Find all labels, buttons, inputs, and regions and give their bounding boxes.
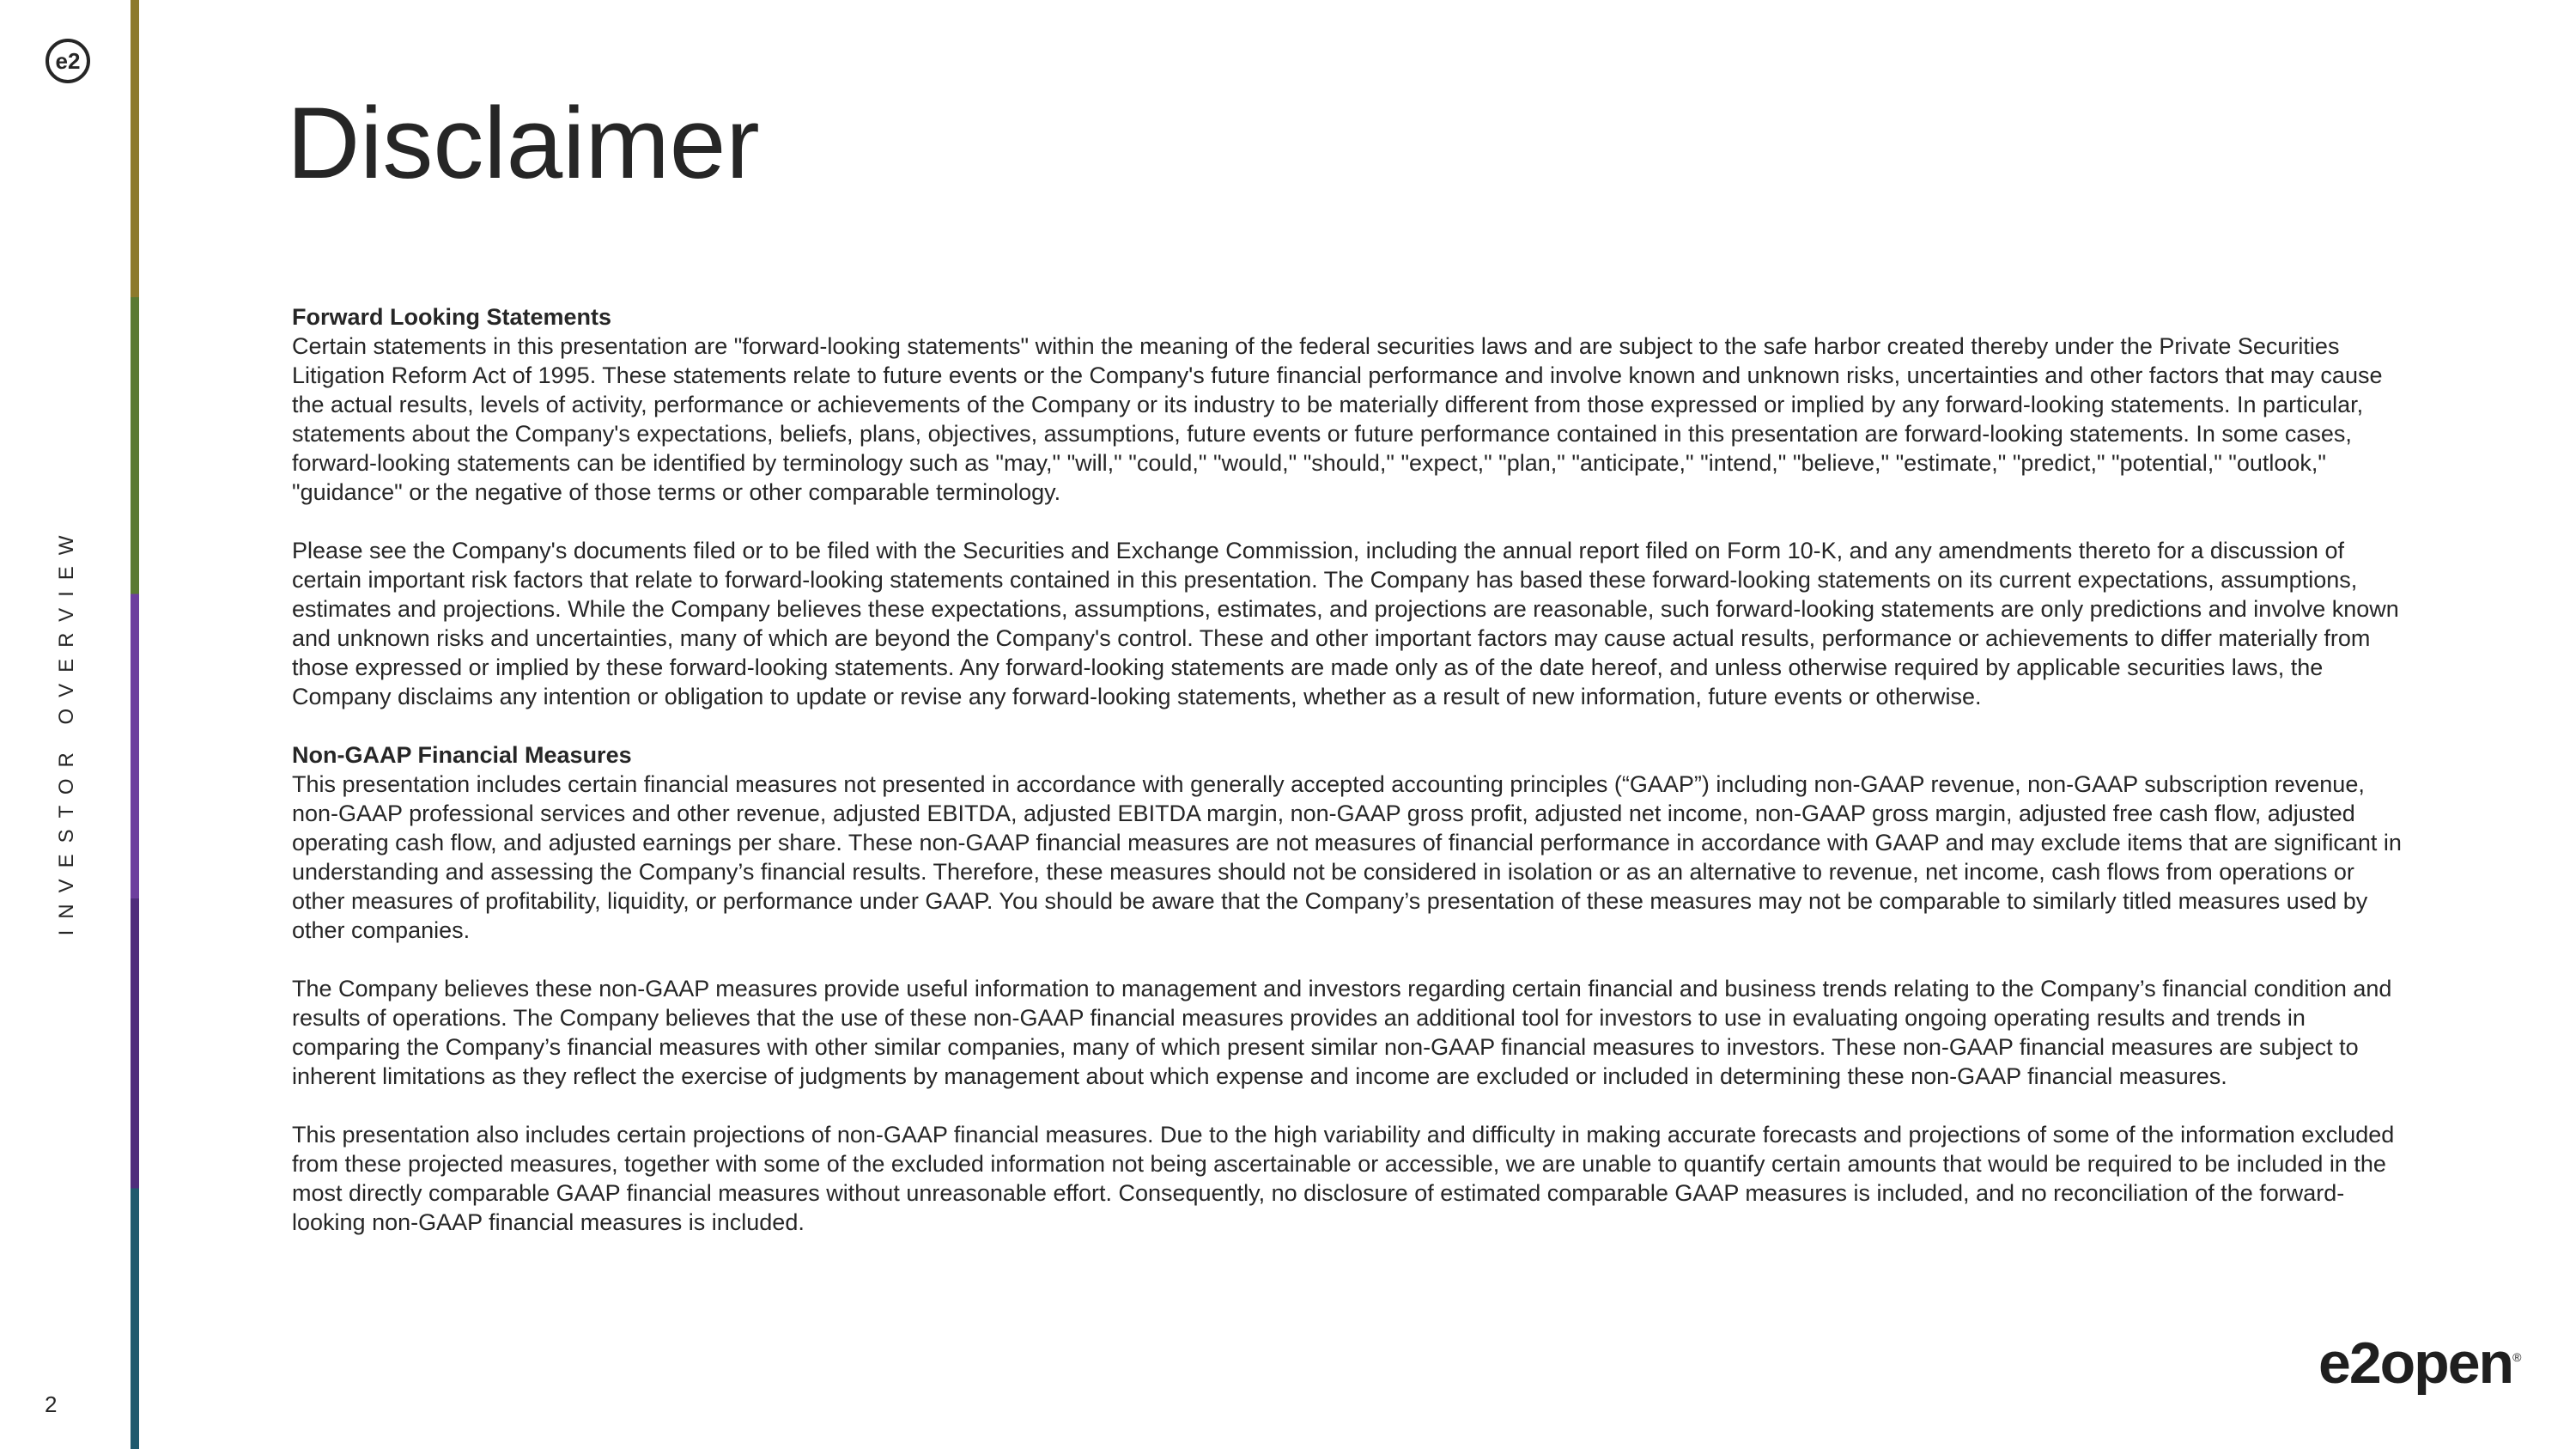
section-label: INVESTOR OVERVIEW bbox=[55, 524, 78, 936]
forward-looking-heading: Forward Looking Statements bbox=[292, 304, 612, 330]
page-number: 2 bbox=[45, 1391, 58, 1417]
forward-looking-paragraph-1: Certain statements in this presentation are "forward-looking statements" within the meaning of the federal securities laws and are subject to the safe harbor created thereby under the Private Securities Litigation Reform Act of 1995. These statements relate to future events or the Company's future financial performance and involve known and unknown risks, uncertainties and other factors that may cause the actual results, levels of activity, performance or achievements of the Company or its industry to be materially different from those expressed or implied by any forward-looking statements. In particular, statements about the Company's expectations, beliefs, plans, objectives, assumptions, future events or future performance contained in this presentation are forward-looking statements. In some cases, forward-looking statements can be identified by terminology such as "may," "will," "could," "would," "should," "expect," "plan," "anticipate," "intend," "believe," "estimate," "predict," "potential," "outlook," "guidance" or the negative of those terms or other comparable terminology. bbox=[292, 333, 2383, 505]
trademark-symbol: ® bbox=[2512, 1350, 2522, 1364]
page-title: Disclaimer bbox=[287, 87, 760, 200]
forward-looking-paragraph-2: Please see the Company's documents filed or to be filed with the Securities and Exchange Commission, including the annual report filed on Form 10-K, and any amendments thereto for a discussion of certain important risk factors that relate to forward-looking statements contained in this presentation. The Company has based these forward-looking statements on its current expectations, assumptions, estimates and projections. While the Company believes these expectations, assumptions, estimates, and projections are reasonable, such forward-looking statements are only predictions and involve known and unknown risks and uncertainties, many of which are beyond the Company's control. These and other important factors may cause actual results, performance or achievements to differ materially from those expressed or implied by these forward-looking statements. Any forward-looking statements are made only as of the date hereof, and unless otherwise required by applicable securities laws, the Company disclaims any intention or obligation to update or revise any forward-looking statements, whether as a result of new information, future events or otherwise. bbox=[292, 538, 2399, 709]
e2-logo-icon bbox=[45, 38, 91, 84]
disclaimer-body bbox=[292, 302, 2404, 1266]
logo-mark-text: e2 bbox=[55, 48, 81, 74]
e2open-logo bbox=[2318, 1330, 2521, 1397]
sidebar-color-bar bbox=[131, 0, 139, 1449]
non-gaap-paragraph-3: This presentation also includes certain projections of non-GAAP financial measures. Due to the high variability and difficulty in making accurate forecasts and projections of some of the information excluded from these projected measures, together with some of the excluded information not being ascertainable or accessible, we are unable to quantify certain amounts that would be required to be included in the most directly comparable GAAP financial measures without unreasonable effort. Consequently, no disclosure of estimated comparable GAAP measures is included, and no reconciliation of the forward-looking non-GAAP financial measures is included. bbox=[292, 1122, 2395, 1235]
non-gaap-paragraph-1: This presentation includes certain financial measures not presented in accordance with generally accepted accounting principles (“GAAP”) including non-GAAP revenue, non-GAAP subscription revenue, non-GAAP professional services and other revenue, adjusted EBITDA, adjusted EBITDA margin, non-GAAP gross profit, adjusted net income, non-GAAP gross margin, adjusted free cash flow, adjusted operating cash flow, and adjusted earnings per share. These non-GAAP financial measures are not measures of financial performance in accordance with GAAP and may exclude items that are significant in understanding and assessing the Company’s financial results. Therefore, these measures should not be considered in isolation or as an alternative to revenue, net income, cash flows from operations or other measures of profitability, liquidity, or performance under GAAP. You should be aware that the Company’s presentation of these measures may not be comparable to similarly titled measures used by other companies. bbox=[292, 771, 2402, 943]
non-gaap-heading: Non-GAAP Financial Measures bbox=[292, 742, 632, 768]
brand-name: e2open bbox=[2318, 1330, 2513, 1396]
non-gaap-paragraph-2: The Company believes these non-GAAP measures provide useful information to management and investors regarding certain financial and business trends relating to the Company’s financial condition and results of operations. The Company believes that the use of these non-GAAP financial measures provides an additional tool for investors to use in evaluating ongoing operating results and trends in comparing the Company’s financial measures with other similar companies, many of which present similar non-GAAP financial measures to investors. These non-GAAP financial measures are subject to inherent limitations as they reflect the exercise of judgments by management about which expense and income are excluded or included in determining these non-GAAP financial measures. bbox=[292, 976, 2392, 1089]
